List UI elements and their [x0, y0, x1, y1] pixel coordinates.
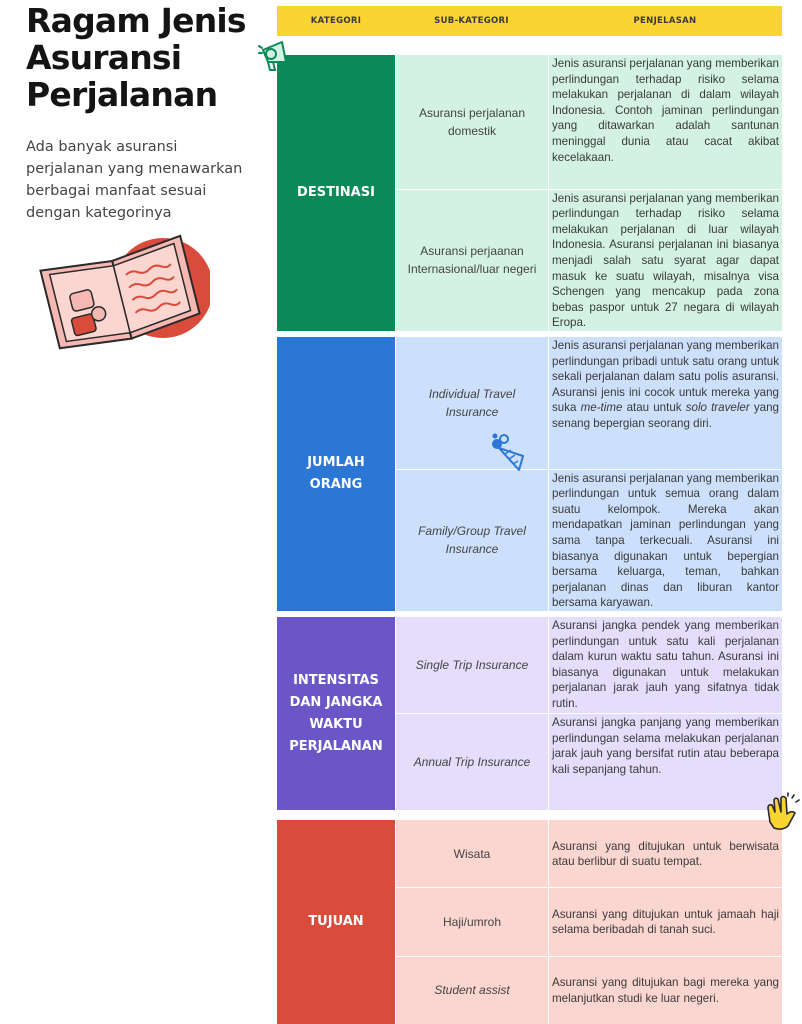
- book-icon: [30, 222, 210, 352]
- sub-category: Asuransi perjaanan Internasional/luar negeri: [395, 190, 548, 331]
- header-kategori: KATEGORI: [310, 16, 362, 26]
- page-subtitle: Ada banyak asuransi perjalanan yang menawarkan berbagai manfaat sesuai dengan kategorinya: [26, 139, 243, 221]
- header-sub-kategori: SUB-KATEGORI: [434, 16, 509, 26]
- category-jumlah-orang: JUMLAH ORANG: [277, 337, 395, 611]
- category-intensitas: INTENSITAS DAN JANGKA WAKTU PERJALANAN: [277, 617, 395, 810]
- megaphone-icon: [256, 38, 292, 74]
- description: Jenis asuransi perjalanan yang memberikan perlindungan terhadap risiko selama melakukan perjalanan di dalam wilayah Indonesia. Contoh jaminan perlindungan yang ditawarkan adalah santunan meninggal dunia atau cacat akibat kecelakaan.: [548, 55, 782, 189]
- table-row: [395, 887, 782, 955]
- sub-category: Haji/umroh: [395, 888, 548, 955]
- sub-category: Individual Travel Insurance: [395, 337, 548, 469]
- description-text: yang senang bepergian seorang diri.: [552, 401, 779, 430]
- clapping-hands-icon: [762, 792, 802, 832]
- ice-cream-icon: [487, 432, 527, 476]
- category-destinasi: DESTINASI: [277, 55, 395, 331]
- description: Asuransi yang ditujukan untuk berwisata atau berlibur di suatu tempat.: [548, 820, 782, 887]
- description: Asuransi yang ditujukan untuk jamaah haji selama beribadah di tanah suci.: [548, 888, 782, 955]
- sub-category: Wisata: [395, 820, 548, 887]
- table-row: [395, 713, 782, 810]
- description-text: Jenis asuransi perjalanan yang memberikan perlindungan pribadi untuk satu orang untuk sekali perjalanan dalam satu polis asuransi. Asuransi jenis ini cocok untuk mereka yang suka: [552, 339, 779, 415]
- table-header: [277, 6, 782, 36]
- header-penjelasan: PENJELASAN: [633, 16, 697, 26]
- description: Jenis asuransi perjalanan yang memberikan perlindungan untuk semua orang dalam suatu kelompok. Mereka akan mendapatkan jaminan perlindungan yang sama tanpa terkecuali. Asuransi ini biasanya digunakan untuk bepergian bersama keluarga, teman, bahkan perjalanan dinas dan liburan kantor bersama karyawan.: [548, 470, 782, 611]
- sub-category: Family/Group Travel Insurance: [395, 470, 548, 611]
- category-tujuan: TUJUAN: [277, 820, 395, 1024]
- sub-category: Single Trip Insurance: [395, 617, 548, 713]
- description-emphasis: solo traveler: [685, 401, 750, 415]
- section-jumlah-orang: [277, 337, 782, 611]
- page-title: Ragam Jenis Asuransi Perjalanan: [26, 1, 246, 114]
- table-row: [395, 55, 782, 189]
- table-row: [395, 337, 782, 469]
- table-row: [395, 617, 782, 713]
- description-text: atau untuk: [622, 401, 686, 415]
- description: Asuransi yang ditujukan bagi mereka yang melanjutkan studi ke luar negeri.: [548, 957, 782, 1024]
- table-row: [395, 469, 782, 611]
- description: Asuransi jangka panjang yang memberikan perlindungan selama melakukan perjalanan jarak jauh yang bersifat rutin atau beberapa kali sepanjang tahun.: [548, 714, 782, 810]
- description: Asuransi jangka pendek yang memberikan perlindungan untuk satu kali perjalanan dalam kurun waktu satu tahun. Asuransi ini biasanya digunakan untuk melakukan perjalanan jarak jauh yang sifatnya tidak rutin.: [548, 617, 782, 713]
- table-row: [395, 820, 782, 887]
- sub-category: Annual Trip Insurance: [395, 714, 548, 810]
- description-emphasis: me-time: [580, 401, 623, 415]
- table-row: [395, 189, 782, 331]
- section-tujuan: [277, 820, 782, 1024]
- section-destinasi: [277, 55, 782, 331]
- description: [548, 337, 782, 469]
- sub-category: Student assist: [395, 957, 548, 1024]
- sub-category: Asuransi perjalanan domestik: [395, 55, 548, 189]
- description: Jenis asuransi perjalanan yang memberikan perlindungan terhadap risiko selama melakukan perjalanan di luar wilayah Indonesia. Asuransi perjalanan ini biasanya menjadi salah satu syarat agar dapat masuk ke suatu wilayah, misalnya visa Schengen yang mencakup pada zona bebas paspor untuk 27 negara di wilayah Eropa.: [548, 190, 782, 331]
- table-row: [395, 956, 782, 1024]
- section-intensitas: [277, 617, 782, 810]
